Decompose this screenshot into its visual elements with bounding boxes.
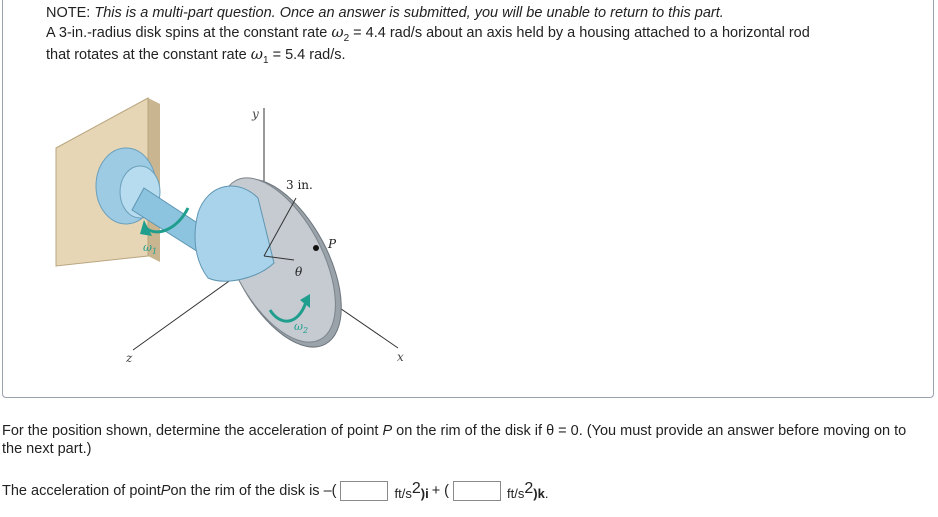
answer-row xyxy=(2,480,548,501)
point-p-label: P xyxy=(328,237,337,251)
omega1-symbol: ω xyxy=(250,45,263,63)
x-axis-label: x xyxy=(397,350,404,364)
answer-prefix-a: The acceleration of point xyxy=(2,482,161,499)
omega1-subscript: 1 xyxy=(262,54,269,66)
note-line xyxy=(46,4,724,22)
answer-point: P xyxy=(160,482,171,499)
omega2-subscript: 2 xyxy=(343,32,350,44)
answer-k-input[interactable] xyxy=(453,481,501,501)
point-p-marker xyxy=(313,245,319,251)
question-point: P xyxy=(382,423,393,439)
z-axis-label: z xyxy=(126,351,133,365)
question-theta: θ xyxy=(546,423,555,439)
statement-text-2a: that rotates at the constant rate xyxy=(46,47,251,63)
statement-text-1a: A 3-in.-radius disk spins at the constant rate xyxy=(46,25,332,41)
answer-i-input[interactable] xyxy=(340,481,388,501)
statement-line-2 xyxy=(46,45,346,70)
answer-end: . xyxy=(544,486,549,501)
note-text: This is a multi-part question. Once an answer is submitted, you will be unable to return to this part. xyxy=(94,5,724,21)
unit1-exponent: 2 xyxy=(411,480,421,497)
unit2-exponent: 2 xyxy=(524,480,534,497)
answer-plus: + ( xyxy=(431,482,450,499)
unit2-text: ft/s xyxy=(507,486,525,501)
vector-i: )i xyxy=(420,486,429,501)
radius-label: 3 in. xyxy=(286,178,313,192)
omega1-label: $\omega_1$ xyxy=(143,241,158,256)
note-prefix: NOTE: xyxy=(46,5,95,21)
question-text xyxy=(2,422,912,458)
vector-k: )k xyxy=(533,486,545,501)
answer-unit-1 xyxy=(394,480,428,501)
problem-panel xyxy=(2,0,934,398)
answer-prefix-b: on the rim of the disk is –( xyxy=(170,482,337,499)
omega2-symbol: ω xyxy=(331,23,344,41)
omega2-label: $\omega_2$ xyxy=(294,320,309,335)
statement-text-2b: = 5.4 rad/s. xyxy=(268,47,346,63)
theta-label: θ xyxy=(295,265,303,279)
disk-rod-figure xyxy=(48,88,428,373)
answer-unit-2 xyxy=(507,480,548,501)
unit1-text: ft/s xyxy=(394,486,412,501)
question-text-a: For the position shown, determine the acceleration of point xyxy=(2,423,383,439)
y-axis-label: y xyxy=(252,107,259,121)
question-text-b: on the rim of the disk if xyxy=(392,423,547,439)
question-text-c: = 0. (You must provide an answer before moving on to the next part.) xyxy=(2,423,907,457)
statement-text-1b: = 4.4 rad/s about an axis held by a housing attached to a horizontal rod xyxy=(349,25,810,41)
